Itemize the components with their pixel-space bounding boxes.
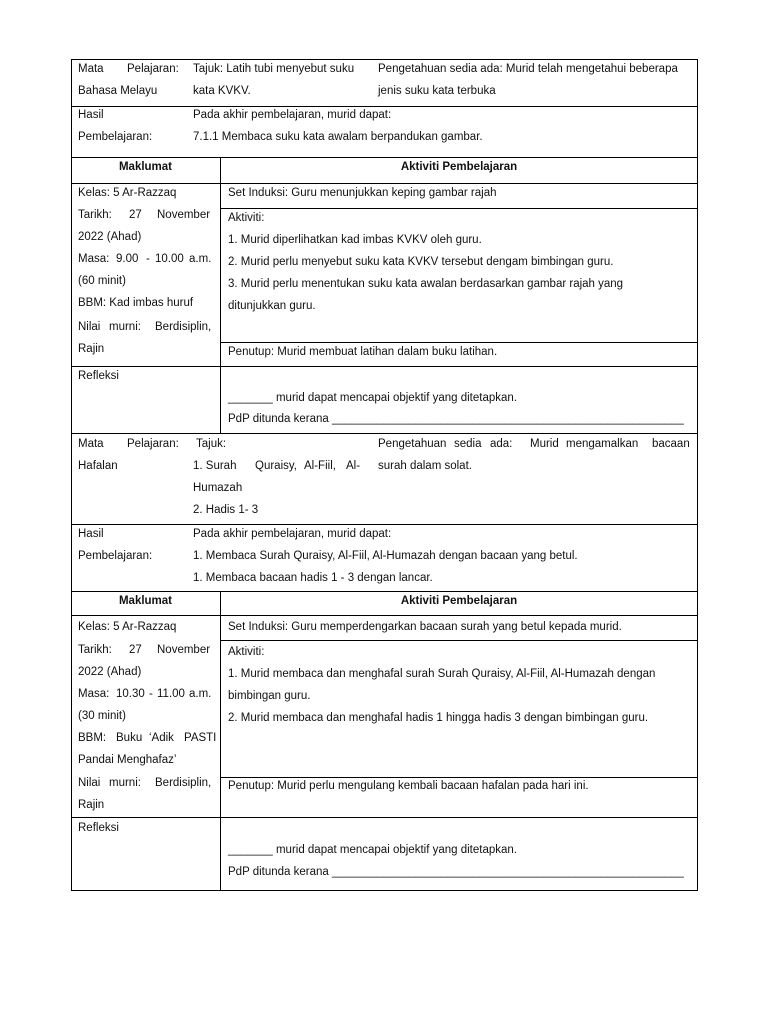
time-info: a.m.: [189, 253, 212, 265]
row-divider: [220, 640, 698, 641]
prior-knowledge-text: Murid: [530, 438, 559, 450]
reflection-line: _______ murid dapat mencapai objektif yang ditetapkan.: [228, 844, 517, 856]
subject-label: Pelajaran:: [127, 63, 179, 75]
activity-item: 2. Murid membaca dan menghafal hadis 1 hingga hadis 3 dengan bimbingan guru.: [228, 712, 649, 724]
date-info: November: [157, 644, 211, 656]
learning-outcome-item: 1. Membaca Surah Quraisy, Al-Fiil, Al-Humazah dengan bacaan yang betul.: [193, 550, 578, 562]
learning-outcome-label: Hasil: [78, 109, 104, 121]
activity-column-header: Aktiviti Pembelajaran: [400, 161, 518, 173]
date-info: 2022 (Ahad): [78, 666, 142, 678]
subject-label: Mata: [78, 63, 104, 75]
time-info: (30 minit): [78, 710, 126, 722]
row-divider: [220, 342, 698, 343]
date-info: 27: [129, 644, 142, 656]
prior-knowledge-text: Pengetahuan: [378, 438, 447, 450]
teaching-aids-info: BBM: Kad imbas huruf: [78, 297, 194, 309]
time-info: -: [149, 688, 153, 700]
time-info: 9.00: [116, 253, 139, 265]
prior-knowledge-text: jenis suku kata terbuka: [378, 85, 496, 97]
date-info: 27: [129, 209, 142, 221]
reflection-label: Refleksi: [78, 370, 119, 382]
topic-text: Quraisy,: [255, 460, 297, 472]
time-info: -: [146, 253, 150, 265]
topic-text: Tajuk:: [196, 438, 227, 450]
row-divider: [71, 157, 698, 158]
activity-item: 1. Murid diperlihatkan kad imbas KVKV oleh guru.: [228, 234, 482, 246]
learning-outcome-intro: Pada akhir pembelajaran, murid dapat:: [193, 109, 392, 121]
row-divider: [71, 817, 698, 818]
prior-knowledge-text: Pengetahuan sedia ada: Murid telah mengetahui beberapa: [378, 63, 678, 75]
activity-item: 1. Murid membaca dan menghafal surah Surah Quraisy, Al-Fiil, Al-Humazah dengan: [228, 668, 656, 680]
row-divider: [71, 615, 698, 616]
date-info: November: [157, 209, 211, 221]
reflection-label: Refleksi: [78, 822, 119, 834]
date-info: Tarikh:: [78, 209, 112, 221]
row-divider: [71, 366, 698, 367]
class-info: Kelas: 5 Ar-Razzaq: [78, 187, 177, 199]
row-divider: [220, 208, 698, 209]
values-info: Berdisiplin,: [155, 321, 212, 333]
time-info: (60 minit): [78, 275, 126, 287]
activity-item: bimbingan guru.: [228, 690, 311, 702]
column-divider: [220, 591, 221, 891]
topic-text: Al-: [346, 460, 361, 472]
topic-text: kata KVKV.: [193, 85, 251, 97]
subject-label: Pelajaran:: [127, 438, 179, 450]
teaching-aids-info: BBM:: [78, 732, 107, 744]
date-info: 2022 (Ahad): [78, 231, 142, 243]
subject-value: Hafalan: [78, 460, 118, 472]
learning-outcome-label: Hasil: [78, 528, 104, 540]
column-divider: [220, 157, 221, 433]
time-info: Masa:: [78, 688, 110, 700]
values-info: murni:: [109, 321, 141, 333]
info-column-header: Maklumat: [118, 595, 173, 607]
time-info: 11.00: [157, 688, 185, 700]
learning-outcome-item: 7.1.1 Membaca suku kata awalam berpandukan gambar.: [193, 131, 483, 143]
learning-outcome-item: 1. Membaca bacaan hadis 1 - 3 dengan lancar.: [193, 572, 433, 584]
prior-knowledge-text: surah dalam solat.: [378, 460, 472, 472]
teaching-aids-info: Buku: [116, 732, 143, 744]
activity-item: 2. Murid perlu menyebut suku kata KVKV tersebut dengam bimbingan guru.: [228, 256, 614, 268]
row-divider: [71, 524, 698, 525]
closure-text: Penutup: Murid perlu mengulang kembali bacaan hafalan pada hari ini.: [228, 780, 589, 792]
learning-outcome-label: Pembelajaran:: [78, 131, 153, 143]
topic-text: Humazah: [193, 482, 243, 494]
info-column-header: Maklumat: [118, 161, 173, 173]
topic-text: Tajuk: Latih tubi menyebut suku: [193, 63, 355, 75]
date-info: Tarikh:: [78, 644, 112, 656]
time-info: 10.00: [155, 253, 184, 265]
prior-knowledge-text: mengamalkan: [566, 438, 639, 450]
row-divider: [220, 777, 698, 778]
learning-outcome-label: Pembelajaran:: [78, 550, 153, 562]
topic-text: Al-Fiil,: [304, 460, 336, 472]
set-induction-text: Set Induksi: Guru memperdengarkan bacaan surah yang betul kepada murid.: [228, 621, 622, 633]
time-info: a.m.: [189, 688, 212, 700]
reflection-line: _______ murid dapat mencapai objektif yang ditetapkan.: [228, 392, 517, 404]
activity-item: ditunjukkan guru.: [228, 300, 316, 312]
values-info: Nilai: [78, 777, 101, 789]
teaching-aids-info: PASTI: [184, 732, 217, 744]
prior-knowledge-text: bacaan: [652, 438, 690, 450]
subject-value: Bahasa Melayu: [78, 85, 158, 97]
activity-label: Aktiviti:: [228, 212, 265, 224]
reflection-line: PdP ditunda kerana _______________________________________________________: [228, 866, 684, 878]
row-divider: [71, 433, 698, 434]
topic-text: 2. Hadis 1- 3: [193, 504, 259, 516]
class-info: Kelas: 5 Ar-Razzaq: [78, 621, 177, 633]
values-info: Berdisiplin,: [155, 777, 212, 789]
teaching-aids-info: Pandai Menghafaz’: [78, 754, 177, 766]
topic-text: 1. Surah: [193, 460, 237, 472]
time-info: 10.30: [116, 688, 145, 700]
teaching-aids-info: ‘Adik: [149, 732, 174, 744]
activity-item: 3. Murid perlu menentukan suku kata awalan berdasarkan gambar rajah yang: [228, 278, 624, 290]
prior-knowledge-text: ada:: [490, 438, 513, 450]
subject-label: Mata: [78, 438, 104, 450]
set-induction-text: Set Induksi: Guru menunjukkan keping gambar rajah: [228, 187, 497, 199]
time-info: Masa:: [78, 253, 110, 265]
row-divider: [71, 183, 698, 184]
values-info: murni:: [109, 777, 141, 789]
closure-text: Penutup: Murid membuat latihan dalam buku latihan.: [228, 346, 498, 358]
row-divider: [71, 106, 698, 107]
learning-outcome-intro: Pada akhir pembelajaran, murid dapat:: [193, 528, 392, 540]
values-info: Rajin: [78, 799, 105, 811]
activity-column-header: Aktiviti Pembelajaran: [400, 595, 518, 607]
row-divider: [71, 591, 698, 592]
values-info: Nilai: [78, 321, 101, 333]
reflection-line: PdP ditunda kerana _______________________________________________________: [228, 413, 684, 425]
prior-knowledge-text: sedia: [454, 438, 482, 450]
values-info: Rajin: [78, 343, 105, 355]
activity-label: Aktiviti:: [228, 646, 265, 658]
